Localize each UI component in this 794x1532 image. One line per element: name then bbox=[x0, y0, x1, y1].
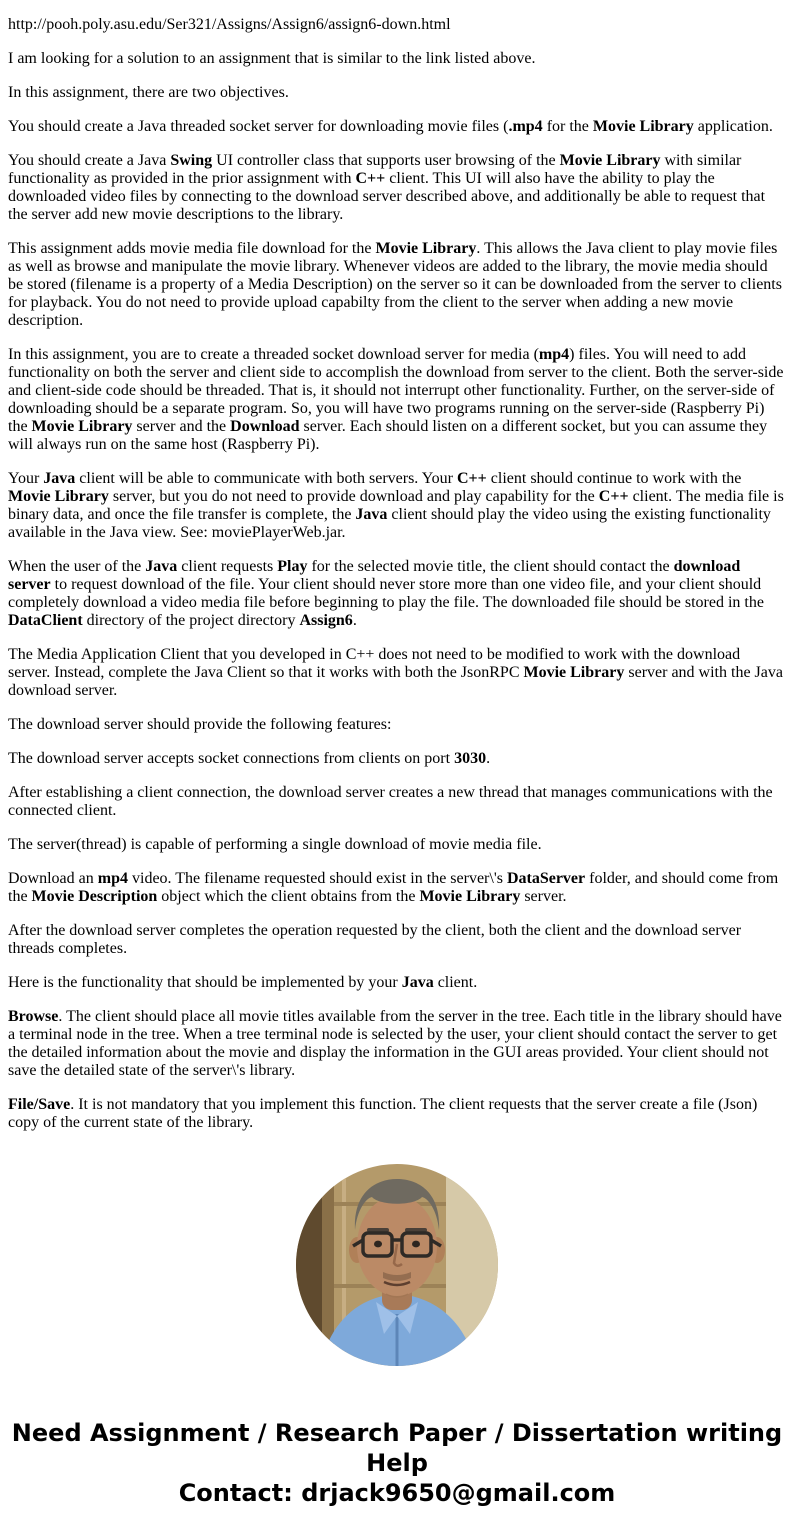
bold-text-run: DataServer bbox=[506, 870, 586, 887]
paragraph bbox=[8, 346, 786, 454]
text-run: server and the bbox=[132, 418, 231, 435]
paragraph bbox=[8, 922, 786, 958]
bold-text-run: Movie Library bbox=[375, 240, 477, 257]
bold-text-run: .mp4 bbox=[508, 118, 543, 135]
text-run: I am looking for a solution to an assignment that is similar to the link listed above. bbox=[8, 50, 536, 67]
paragraph bbox=[8, 870, 786, 906]
paragraph bbox=[8, 50, 786, 68]
bold-text-run: Movie Library bbox=[8, 488, 109, 505]
bold-text-run: DataClient bbox=[8, 612, 83, 629]
text-run: object which the client obtains from the bbox=[157, 888, 420, 905]
bold-text-run: download server bbox=[8, 558, 741, 593]
text-run: folder, and should come from the bbox=[8, 870, 779, 905]
text-run: ) files. You will need to add functionality on both the server and client side to accomplish the download from server to the client. Both the server-side and client-side code should be threaded. That is, it should not interrupt other functionality. Further, on the server-side of downloading should be a separate program. So, you will have two programs running on the server-side (Raspberry Pi) the bbox=[8, 346, 784, 435]
bold-text-run: 3030 bbox=[454, 750, 487, 767]
bold-text-run: Java bbox=[401, 974, 434, 991]
text-run: . The client should place all movie titles available from the server in the tree. Each title in the library should have a terminal node in the tree. When a tree terminal node is selected by the user, your client should contact the server to get the detailed information about the movie and display the information in the GUI areas provided. Your client should not save the detailed state of the server\'s library. bbox=[8, 1008, 782, 1079]
paragraph bbox=[8, 1008, 786, 1080]
paragraph bbox=[8, 84, 786, 102]
text-run: client. This UI will also have the ability to play the downloaded video files by connecting to the download server described above, and additionally be able to request that the server add new movie descriptions to the library. bbox=[8, 170, 766, 223]
bold-text-run: Download bbox=[230, 418, 300, 435]
text-run: client. bbox=[433, 974, 478, 991]
text-run: to request download of the file. Your client should never store more than one video file, and your client should completely download a video media file before beginning to play the file. The downloaded file should be stored in the bbox=[8, 576, 764, 611]
footer-help-banner bbox=[8, 1418, 786, 1508]
text-run: After establishing a client connection, the download server creates a new thread that manages communications with the connected client. bbox=[8, 784, 773, 819]
text-run: This assignment adds movie media file download for the bbox=[8, 240, 376, 257]
photo-container bbox=[8, 1164, 786, 1366]
bold-text-run: Java bbox=[43, 470, 76, 487]
paragraph bbox=[8, 716, 786, 734]
bold-text-run: C++ bbox=[456, 470, 487, 487]
text-run: client. The media file is binary data, and once the file transfer is complete, the bbox=[8, 488, 784, 523]
text-run: client should play the video using the existing functionality available in the Java view. See: moviePlayerWeb.jar. bbox=[8, 506, 771, 541]
text-run: Here is the functionality that should be implemented by your bbox=[8, 974, 402, 991]
footer-help-text: Need Assignment / Research Paper / Dissertation writing Help bbox=[11, 1419, 783, 1477]
text-run: application. bbox=[693, 118, 773, 135]
page bbox=[8, 16, 786, 1508]
text-run: After the download server completes the operation requested by the client, both the client and the download server threads completes. bbox=[8, 922, 742, 957]
text-run: Download an bbox=[8, 870, 98, 887]
bold-text-run: Assign6 bbox=[299, 612, 353, 629]
paragraph bbox=[8, 470, 786, 542]
text-run: . bbox=[486, 750, 491, 767]
text-run: client requests bbox=[177, 558, 278, 575]
footer-contact-email: Contact: drjack9650@gmail.com bbox=[178, 1479, 616, 1507]
text-run: The download server accepts socket connections from clients on port bbox=[8, 750, 455, 767]
paragraph bbox=[8, 558, 786, 630]
text-run: You should create a Java threaded socket server for downloading movie files ( bbox=[8, 118, 509, 135]
source-url-line bbox=[8, 16, 786, 34]
text-run: You should create a Java bbox=[8, 152, 171, 169]
text-run: client will be able to communicate with both servers. Your bbox=[75, 470, 457, 487]
bold-text-run: Movie Library bbox=[523, 664, 625, 681]
text-run: for the bbox=[542, 118, 593, 135]
text-run: . This allows the Java client to play movie files as well as browse and manipulate the movie library. Whenever videos are added to the library, the movie media should be stored (filename is a property of a Media Description) on the server so it can be downloaded from the server to clients for playback. You do not need to provide upload capabilty from the client to the server when adding a new movie description. bbox=[8, 240, 782, 329]
text-run: . bbox=[352, 612, 357, 629]
text-run: server. bbox=[520, 888, 567, 905]
bold-text-run: Browse bbox=[8, 1008, 59, 1025]
text-run: http://pooh.poly.asu.edu/Ser321/Assigns/Assign6/assign6-down.html bbox=[8, 16, 451, 33]
paragraph bbox=[8, 240, 786, 330]
bold-text-run: File/Save bbox=[8, 1096, 71, 1113]
bold-text-run: Movie Description bbox=[31, 888, 158, 905]
paragraph bbox=[8, 152, 786, 224]
bold-text-run: C++ bbox=[598, 488, 629, 505]
bold-text-run: Movie Library bbox=[559, 152, 661, 169]
text-run: server, but you do not need to provide download and play capability for the bbox=[108, 488, 599, 505]
bold-text-run: Movie Library bbox=[31, 418, 133, 435]
text-run: directory of the project directory bbox=[82, 612, 300, 629]
text-run: The Media Application Client that you developed in C++ does not need to be modified to work with the download server. Instead, complete the Java Client so that it works with both the JsonRPC bbox=[8, 646, 741, 681]
text-run: In this assignment, there are two objectives. bbox=[8, 84, 289, 101]
bold-text-run: Java bbox=[145, 558, 178, 575]
text-run: The download server should provide the following features: bbox=[8, 716, 392, 733]
document-content bbox=[8, 16, 786, 1132]
bold-text-run: Swing bbox=[170, 152, 213, 169]
bold-text-run: Movie Library bbox=[592, 118, 694, 135]
bold-text-run: C++ bbox=[355, 170, 386, 187]
paragraph bbox=[8, 118, 786, 136]
text-run: with similar functionality as provided in the prior assignment with bbox=[8, 152, 742, 187]
paragraph bbox=[8, 836, 786, 854]
paragraph bbox=[8, 750, 786, 768]
text-run: . It is not mandatory that you implement this function. The client requests that the server create a file (Json) copy of the current state of the library. bbox=[8, 1096, 758, 1131]
text-run: The server(thread) is capable of performing a single download of movie media file. bbox=[8, 836, 542, 853]
text-run: server. Each should listen on a different socket, but you can assume they will always run on the same host (Raspberry Pi). bbox=[8, 418, 768, 453]
bold-text-run: Movie Library bbox=[419, 888, 521, 905]
text-run: UI controller class that supports user browsing of the bbox=[212, 152, 560, 169]
bold-text-run: mp4 bbox=[97, 870, 128, 887]
text-run: In this assignment, you are to create a threaded socket download server for media ( bbox=[8, 346, 539, 363]
bold-text-run: Java bbox=[355, 506, 388, 523]
text-run: client should continue to work with the bbox=[486, 470, 742, 487]
paragraph bbox=[8, 1096, 786, 1132]
text-run: for the selected movie title, the client should contact the bbox=[307, 558, 674, 575]
paragraph bbox=[8, 646, 786, 700]
bold-text-run: Play bbox=[277, 558, 308, 575]
text-run: server and with the Java download server. bbox=[8, 664, 783, 699]
paragraph bbox=[8, 784, 786, 820]
text-run: Your bbox=[8, 470, 44, 487]
text-run: When the user of the bbox=[8, 558, 146, 575]
text-run: video. The filename requested should exist in the server\'s bbox=[128, 870, 507, 887]
bold-text-run: mp4 bbox=[538, 346, 570, 363]
paragraph bbox=[8, 974, 786, 992]
instructor-portrait-photo bbox=[296, 1164, 498, 1366]
